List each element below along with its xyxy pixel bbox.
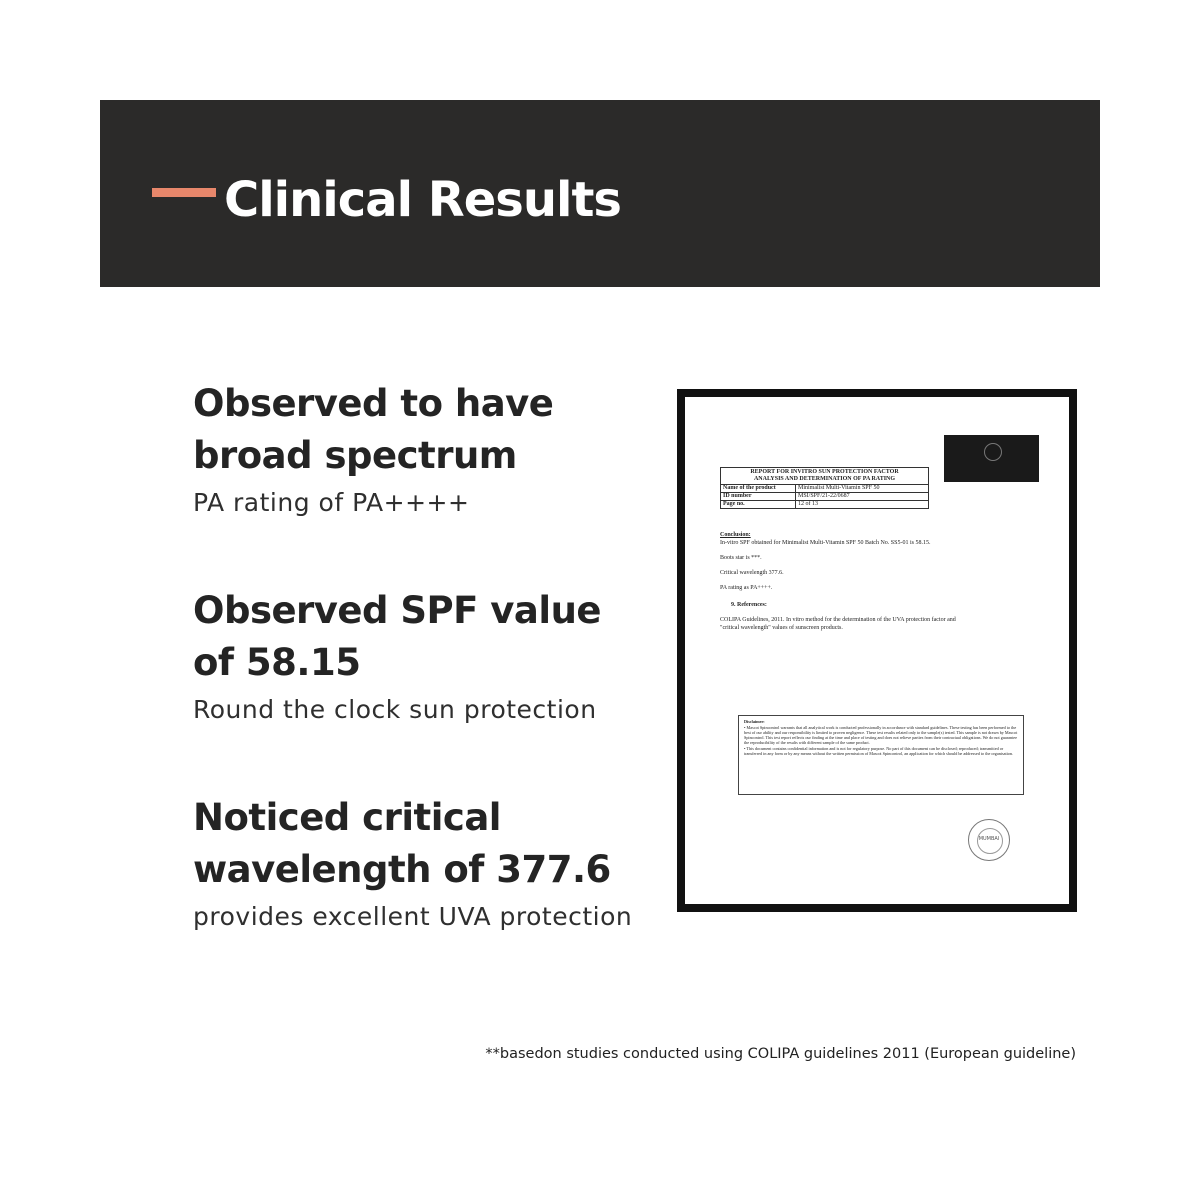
claim-heading bbox=[193, 585, 673, 689]
claim-heading-line: broad spectrum bbox=[193, 434, 517, 477]
disclaimer-paragraph: • Mascot Spincontrol warrants that all analytical work is conducted professionally in accordance with standard guidelines. These testing has been performed to the best of our ability and our responsibility is limited to proven negligence. These test results related only to the sample(s) tested. This sample is not drawn by Mascot Spincontrol. This test report reflects our finding at the time and place of testing and does not relieve parties from their contractual obligations. We do not guarantee the reproducibility of the results with different sample of the same product. bbox=[744, 725, 1018, 745]
conclusion-pa: PA rating as PA++++. bbox=[720, 585, 773, 591]
claim-heading-line: Observed to have bbox=[193, 382, 554, 425]
header-banner bbox=[100, 100, 1100, 287]
table-row bbox=[721, 501, 929, 509]
claim-heading bbox=[193, 378, 673, 482]
claim-heading-line: of 58.15 bbox=[193, 641, 361, 684]
disclaimer-paragraph: • This document contains confidential information and is not for regulatory purpose. No part of this document can be disclosed; reproduced; transmitted or transferred in any form or by any means without the written permission of Mascot Spincontrol, an application for which should be addressed to the organisation. bbox=[744, 746, 1014, 756]
table-row bbox=[721, 493, 929, 501]
claim-subtitle: Round the clock sun protection bbox=[193, 695, 597, 724]
conclusion-heading: Conclusion: bbox=[720, 532, 751, 538]
page-title: Clinical Results bbox=[224, 172, 621, 228]
table-value: Minimalist Multi-Vitamin SPF 50 bbox=[796, 485, 929, 493]
table-row bbox=[721, 485, 929, 493]
claim-spf-value bbox=[193, 585, 673, 726]
conclusion-spf: In-vitro SPF obtained for Minimalist Multi-Vitamin SPF 50 Batch No. SS5-01 is 58.15. bbox=[720, 540, 931, 546]
report-page bbox=[685, 397, 1069, 904]
claim-heading-line: Observed SPF value bbox=[193, 589, 602, 632]
claim-subtitle: provides excellent UVA protection bbox=[193, 902, 633, 931]
report-title bbox=[721, 468, 929, 485]
reference-line: "critical wavelength" values of sunscreen products. bbox=[720, 625, 843, 631]
report-title-line: ANALYSIS AND DETERMINATION OF PA RATING bbox=[753, 476, 896, 482]
table-key: Page no. bbox=[721, 501, 796, 509]
framed-report bbox=[677, 389, 1077, 912]
table-key: Name of the product bbox=[721, 485, 796, 493]
claim-heading bbox=[193, 792, 673, 896]
footnote: **basedon studies conducted using COLIPA guidelines 2011 (European guideline) bbox=[485, 1046, 1076, 1062]
references-heading: 9. References: bbox=[731, 602, 767, 608]
conclusion-wavelength: Critical wavelength 377.6. bbox=[720, 570, 784, 576]
disclaimer-heading: Disclaimer: bbox=[744, 719, 765, 724]
claim-heading-line: wavelength of 377.6 bbox=[193, 848, 611, 891]
logo-icon bbox=[984, 443, 1002, 461]
table-key: ID number bbox=[721, 493, 796, 501]
lab-logo bbox=[944, 435, 1039, 482]
claim-critical-wavelength bbox=[193, 792, 673, 933]
table-value: 12 of 13 bbox=[796, 501, 929, 509]
reference-line: COLIPA Guidelines, 2011. In vitro method for the determination of the UVA protection factor and bbox=[720, 617, 956, 623]
lab-stamp bbox=[968, 819, 1010, 861]
claim-heading-line: Noticed critical bbox=[193, 796, 501, 839]
claim-subtitle: PA rating of PA++++ bbox=[193, 488, 470, 517]
conclusion-boots: Boots star is ***. bbox=[720, 555, 762, 561]
disclaimer-box bbox=[738, 715, 1024, 795]
claim-broad-spectrum bbox=[193, 378, 673, 519]
report-table bbox=[720, 467, 929, 509]
table-value: MSI/SPF/21-22/0687 bbox=[796, 493, 929, 501]
report-title-line: REPORT FOR INVITRO SUN PROTECTION FACTOR bbox=[750, 469, 899, 475]
accent-bar bbox=[152, 188, 216, 197]
stamp-text: MUMBAI bbox=[978, 836, 1000, 842]
